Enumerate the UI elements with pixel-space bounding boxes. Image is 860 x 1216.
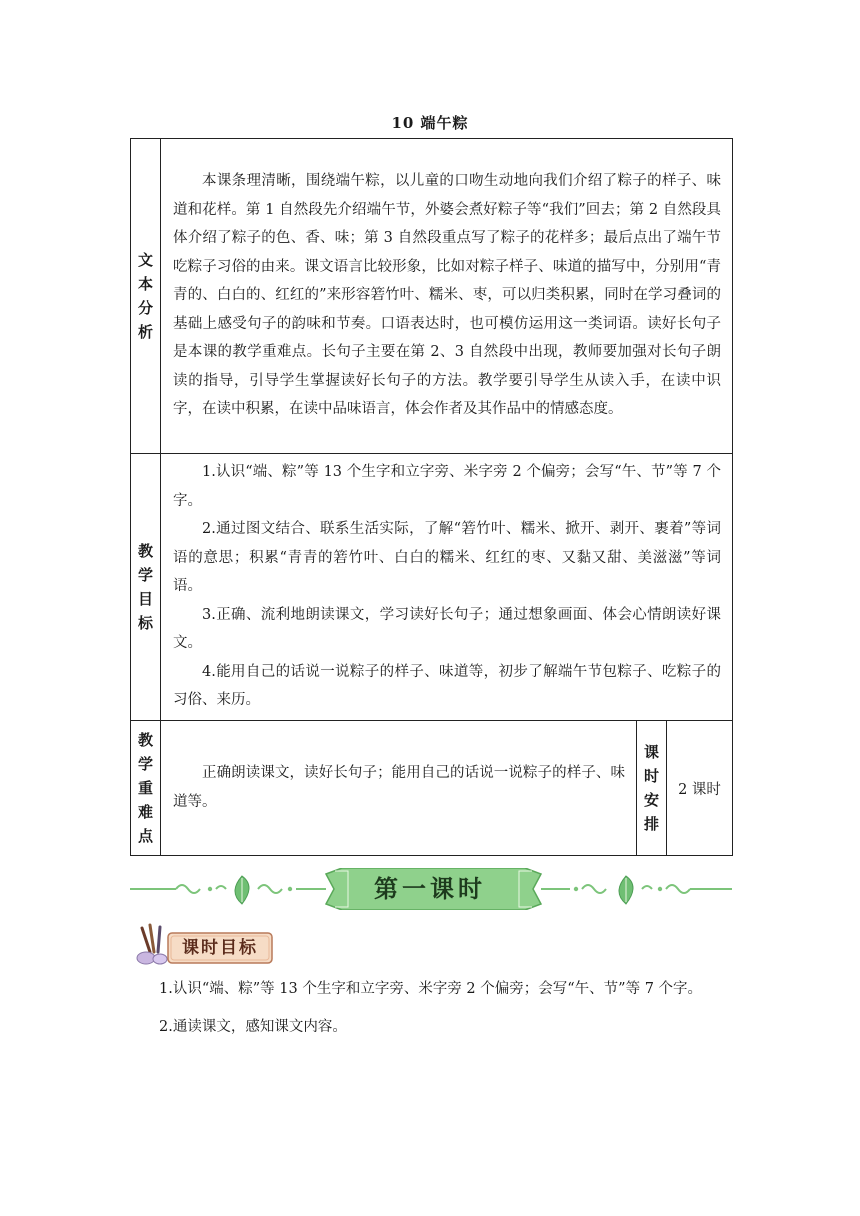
text-analysis-content: 本课条理清晰，围绕端午粽，以儿童的口吻生动地向我们介绍了粽子的样子、味道和花样。第 1 自然段先介绍端午节，外婆会煮好粽子等“我们”回去；第 2 自然段具体介绍了粽子的色、香、味；第 3 自然段重点写了粽子的花样多；最后点出了端午节吃粽子习俗的由来。课文语言比较形象，比如对粽子样子、味道的描写中，分别用“青青的、白白的、红红的”来形容箬竹叶、糯米、枣，可以归类积累，同时在学习叠词的基础上感受句子的韵味和节奏。口语表达时，也可模仿运用这一类词语。读好长句子是本课的教学重难点。长句子主要在第 2、3 自然段中出现，教师要加强对长句子朗读的指导，引导学生掌握读好长句子的方法。教学要引导学生从读入手，在读中识字，在读中积累，在读中品味语言，体会作者及其作品中的情感态度。: [161, 139, 733, 454]
section-banner-title: 第一课时: [374, 875, 486, 903]
teaching-goals-header: 教 学 目 标: [131, 454, 161, 721]
key-points-row: [131, 721, 733, 856]
teaching-goals-content: 1.认识“端、粽”等 13 个生字和立字旁、米字旁 2 个偏旁；会写“午、节”等 7 个字。 2.通过图文结合、联系生活实际，了解“箬竹叶、糯米、掀开、剥开、裹着”等词语的意思；积累“青青的箬竹叶、白白的糯米、红红的枣、又黏又甜、美滋滋”等词语。 3.正确、流利地朗读课文，学习读好长句子；通过想象画面、体会心情朗读好课文。 4.能用自己的话说一说粽子的样子、味道等，初步了解端午节包粽子、吃粽子的习俗、来历。: [161, 454, 733, 721]
pen-holder-icon: [137, 925, 167, 964]
lesson-plan-table: [130, 138, 733, 856]
schedule-header: 课 时 安 排: [637, 721, 667, 856]
lesson-goals: [130, 974, 732, 1050]
text-analysis-header: 文 本 分 析: [131, 139, 161, 454]
lesson-title: 10 端午粽: [391, 114, 469, 132]
text-analysis-row: [131, 139, 733, 454]
teaching-goals-row: [131, 454, 733, 721]
key-points-header: 教 学 重 难 点: [131, 721, 161, 856]
banner-left-ornament: [130, 876, 326, 904]
goals-badge-label: 课时目标: [182, 938, 258, 958]
banner-right-ornament: [541, 876, 732, 904]
goal-item: 1.认识“端、粽”等 13 个生字和立字旁、米字旁 2 个偏旁；会写“午、节”等 7 个字。: [159, 981, 703, 997]
goal-item: 2.通读课文，感知课文内容。: [159, 1019, 347, 1035]
schedule-value: 2 课时: [667, 721, 733, 856]
key-points-content: 正确朗读课文，读好长句子；能用自己的话说一说粽子的样子、味道等。: [161, 721, 637, 856]
